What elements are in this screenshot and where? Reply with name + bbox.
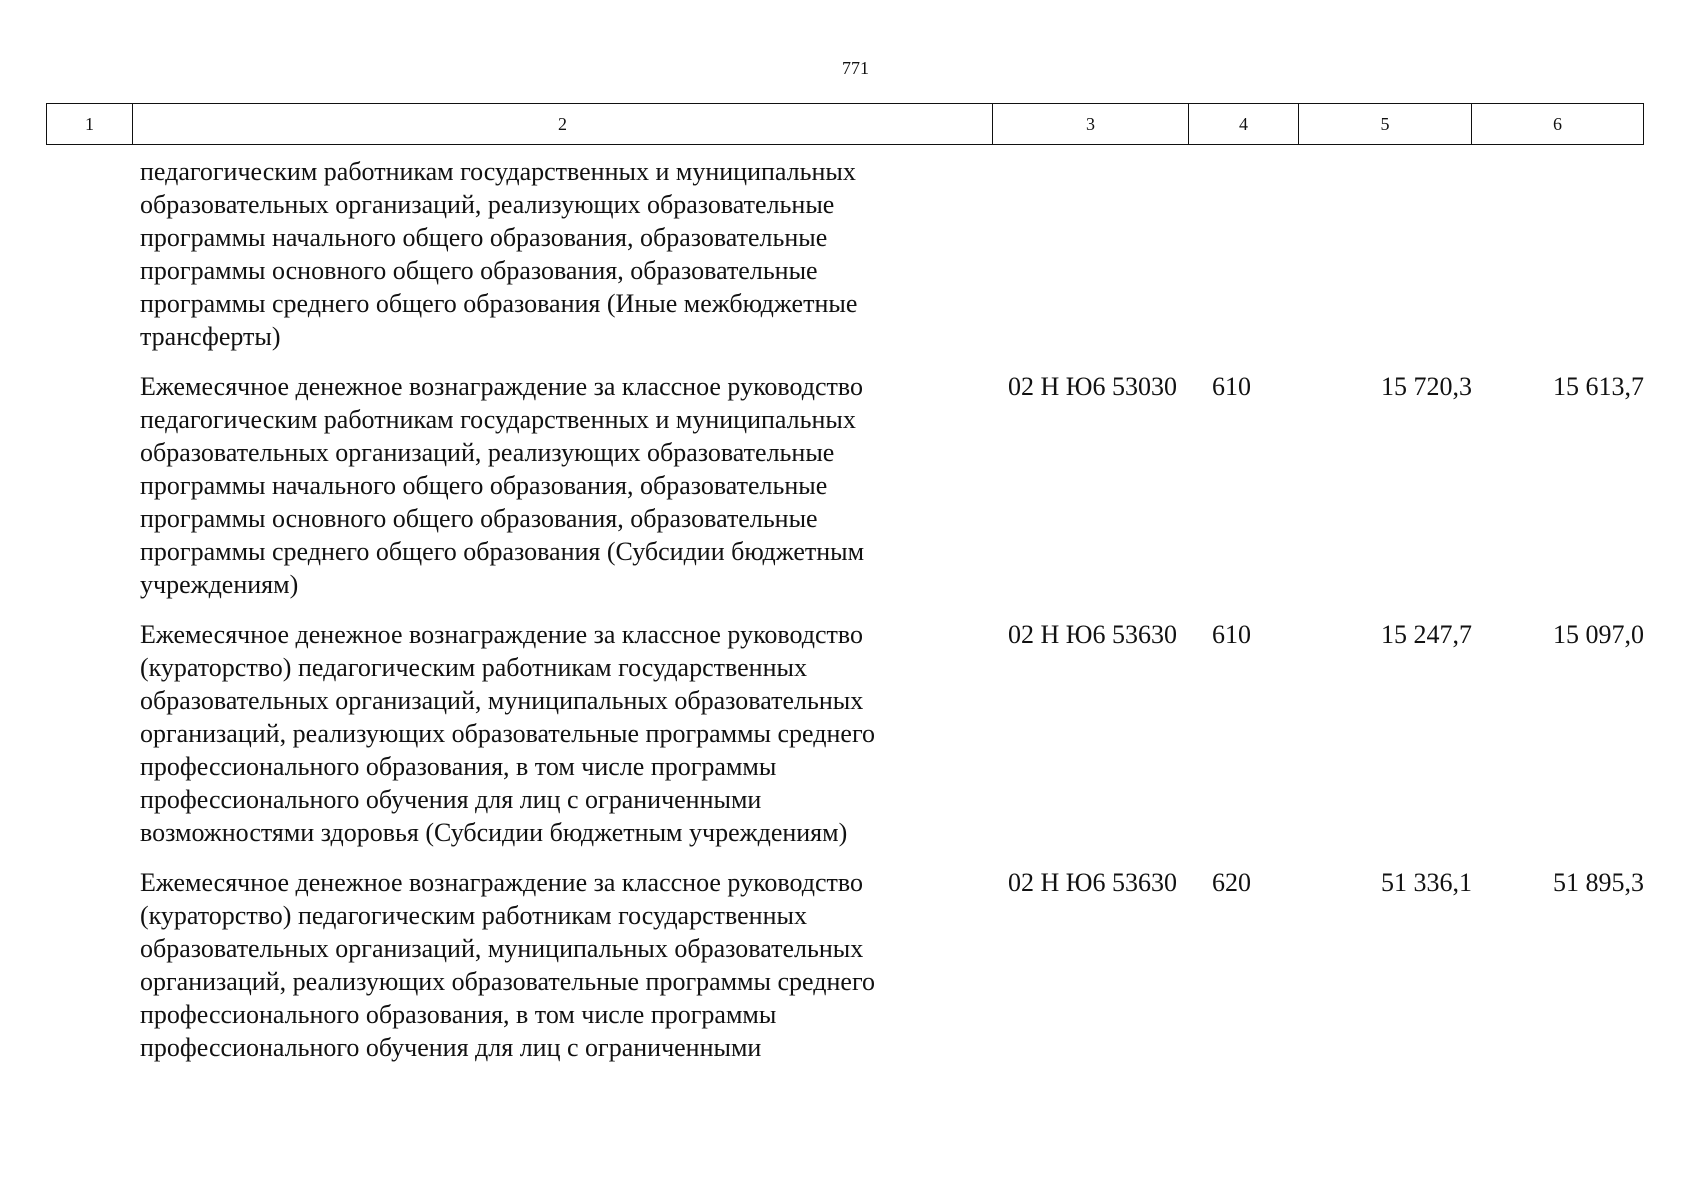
description-line: (кураторство) педагогическим работникам государственных <box>140 653 807 682</box>
table-row <box>46 155 1643 353</box>
description-line: (кураторство) педагогическим работникам государственных <box>140 901 807 930</box>
row-code: 02 Н Ю6 53630 <box>1008 620 1177 649</box>
header-col-3: 3 <box>993 104 1189 145</box>
table-row <box>46 618 1643 849</box>
header-col-5: 5 <box>1299 104 1472 145</box>
row-description <box>132 155 1002 353</box>
row-col-1 <box>46 370 132 601</box>
description-line: Ежемесячное денежное вознаграждение за классное руководство <box>140 620 863 649</box>
description-line: образовательных организаций, реализующих образовательные <box>140 190 835 219</box>
description-line: программы начального общего образования, образовательные <box>140 471 828 500</box>
description-line: профессионального образования, в том числе программы <box>140 752 777 781</box>
description-line: Ежемесячное денежное вознаграждение за классное руководство <box>140 372 863 401</box>
row-value-col-5: 51 336,1 <box>1381 868 1472 897</box>
table-row <box>46 370 1643 601</box>
row-expense-type <box>1198 155 1308 353</box>
description-line: программы основного общего образования, образовательные <box>140 256 818 285</box>
header-col-4: 4 <box>1189 104 1299 145</box>
row-col-1 <box>46 155 132 353</box>
row-value-col-5 <box>1308 155 1481 353</box>
page-number: 771 <box>842 58 869 78</box>
row-code <box>1002 155 1198 353</box>
description-line: профессионального образования, в том числе программы <box>140 1000 777 1029</box>
description-line: программы основного общего образования, образовательные <box>140 504 818 533</box>
row-description <box>132 618 1002 849</box>
row-value-col-6: 15 097,0 <box>1553 620 1644 649</box>
description-line: педагогическим работникам государственных и муниципальных <box>140 405 856 434</box>
row-value-col-6: 15 613,7 <box>1553 372 1644 401</box>
description-line: организаций, реализующих образовательные программы среднего <box>140 719 875 748</box>
description-line: образовательных организаций, реализующих образовательные <box>140 438 835 467</box>
description-line: программы среднего общего образования (Иные межбюджетные <box>140 289 858 318</box>
description-line: организаций, реализующих образовательные программы среднего <box>140 967 875 996</box>
description-line: трансферты) <box>140 322 281 351</box>
description-line: Ежемесячное денежное вознаграждение за классное руководство <box>140 868 863 897</box>
row-value-col-6: 51 895,3 <box>1553 868 1644 897</box>
description-line: программы среднего общего образования (Субсидии бюджетным <box>140 537 865 566</box>
header-col-2: 2 <box>133 104 993 145</box>
description-line: профессионального обучения для лиц с ограниченными <box>140 1033 762 1062</box>
row-description <box>132 866 1002 1064</box>
table-body <box>46 155 1643 1081</box>
row-expense-type: 610 <box>1212 620 1251 649</box>
row-col-1 <box>46 866 132 1064</box>
row-expense-type: 610 <box>1212 372 1251 401</box>
description-line: образовательных организаций, муниципальных образовательных <box>140 934 864 963</box>
row-code: 02 Н Ю6 53030 <box>1008 372 1177 401</box>
row-col-1 <box>46 618 132 849</box>
description-line: педагогическим работникам государственных и муниципальных <box>140 157 856 186</box>
row-value-col-6 <box>1481 155 1653 353</box>
header-row <box>47 104 1644 145</box>
table-row <box>46 866 1643 1064</box>
description-line: образовательных организаций, муниципальных образовательных <box>140 686 864 715</box>
row-code: 02 Н Ю6 53630 <box>1008 868 1177 897</box>
header-col-6: 6 <box>1472 104 1644 145</box>
row-expense-type: 620 <box>1212 868 1251 897</box>
row-value-col-5: 15 720,3 <box>1381 372 1472 401</box>
header-col-1: 1 <box>47 104 133 145</box>
row-description <box>132 370 1002 601</box>
description-line: программы начального общего образования, образовательные <box>140 223 828 252</box>
table-header <box>46 103 1644 145</box>
description-line: профессионального обучения для лиц с ограниченными <box>140 785 762 814</box>
description-line: учреждениям) <box>140 570 299 599</box>
row-value-col-5: 15 247,7 <box>1381 620 1472 649</box>
description-line: возможностями здоровья (Субсидии бюджетным учреждениям) <box>140 818 848 847</box>
